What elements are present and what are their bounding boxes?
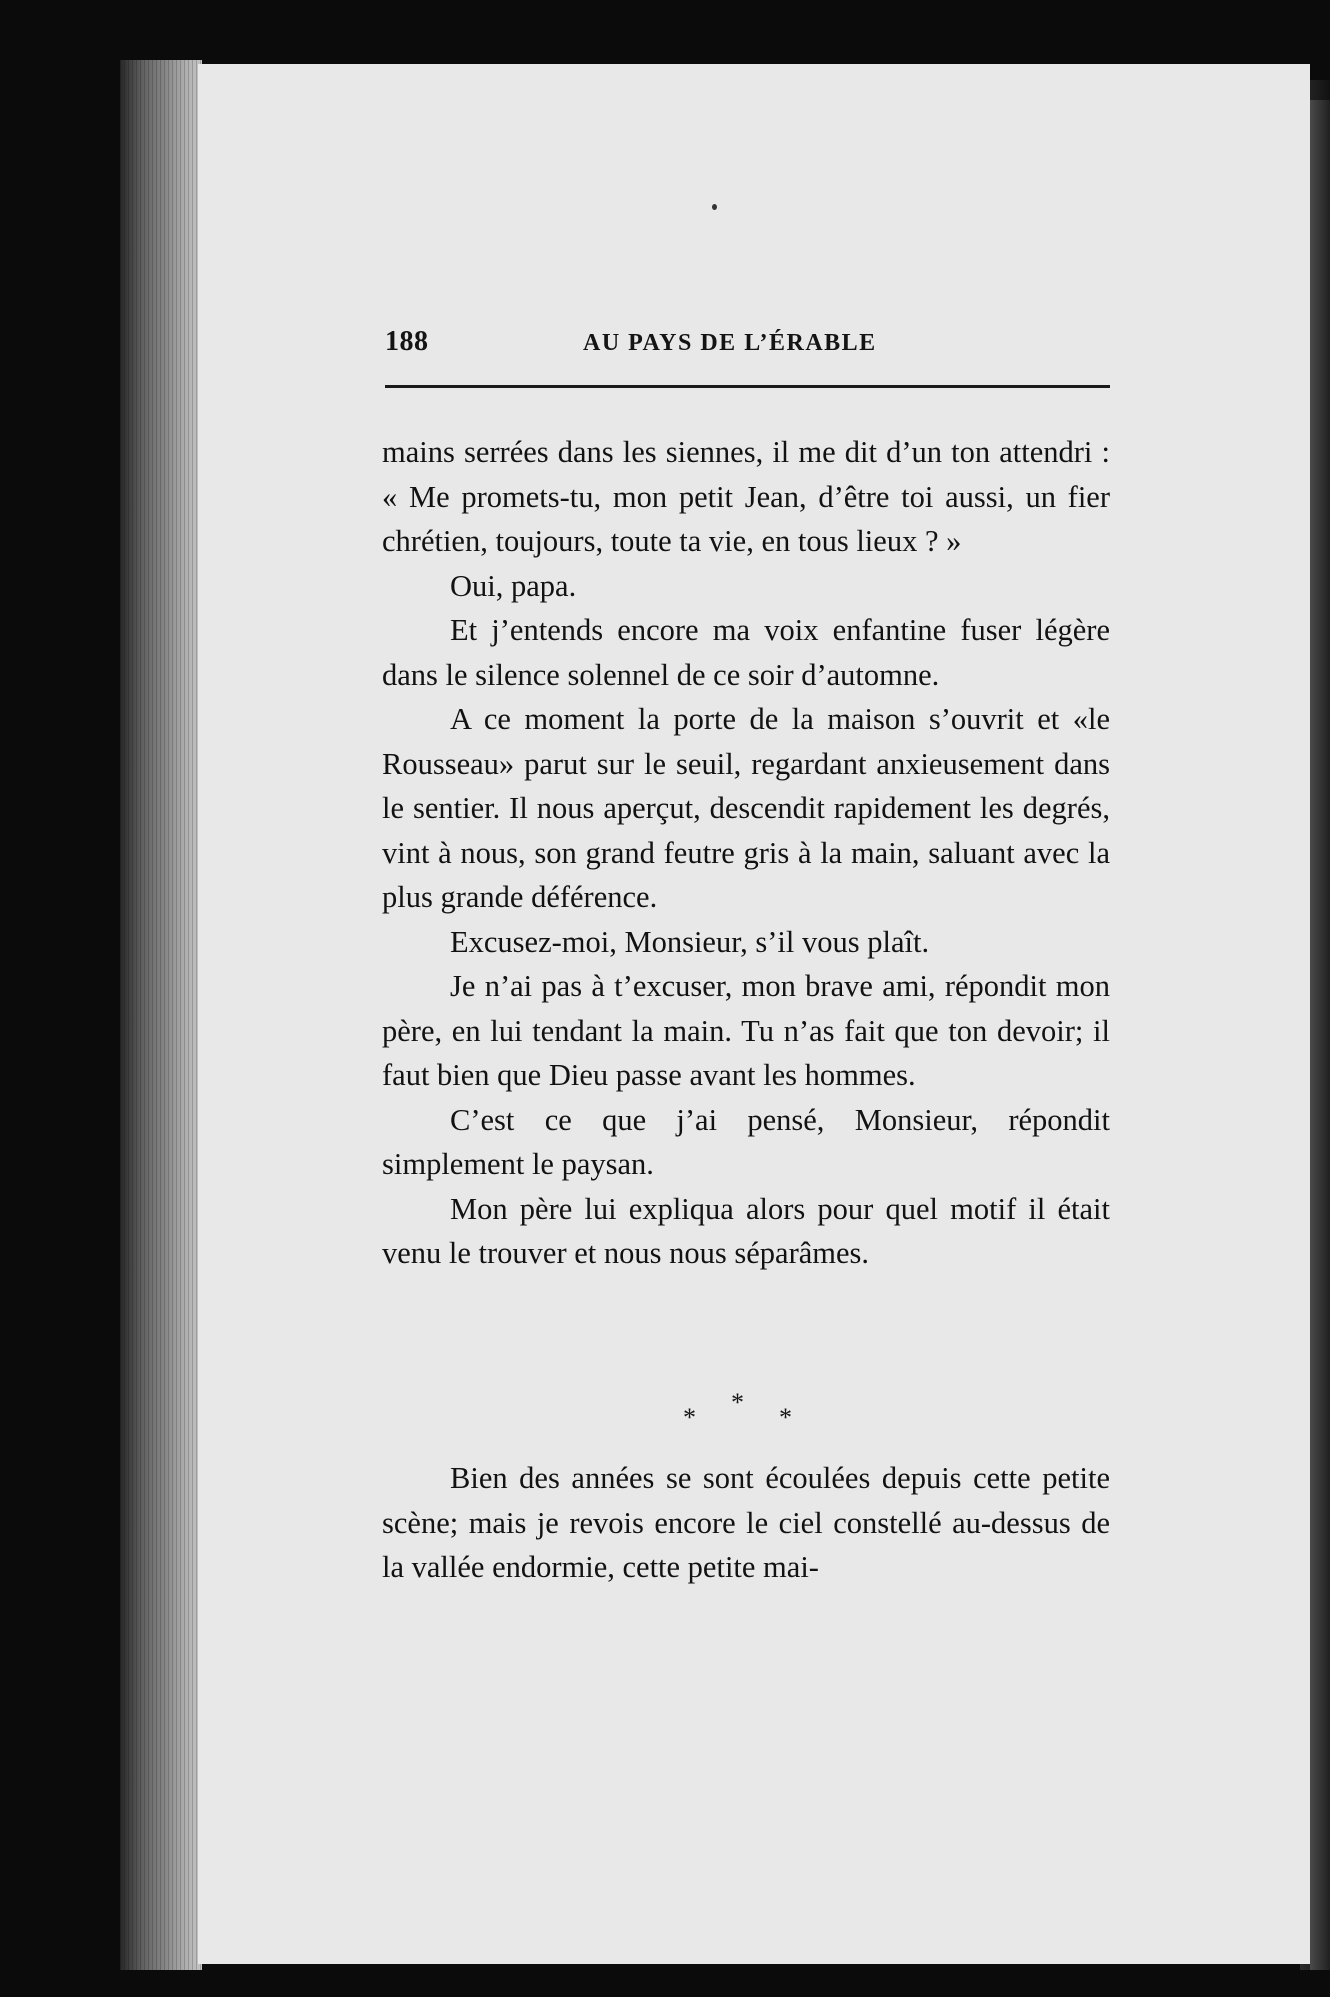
page-number: 188: [385, 326, 429, 357]
paragraph: Je n’ai pas à t’excuser, mon brave ami, répondit mon père, en lui tendant la main. Tu n’as fait que ton devoir; il faut bien que Dieu passe avant les hommes.: [382, 969, 1110, 1092]
paragraph: A ce moment la porte de la maison s’ouvrit et «le Rousseau» parut sur le seuil, regardant anxieusement dans le sentier. Il nous aperçut, descendit rapidement les degrés, vint à nous, son grand feutre gris à la main, saluant avec la plus grande déférence.: [382, 702, 1110, 914]
paragraph: C’est ce que j’ai pensé, Monsieur, répondit simplement le paysan.: [382, 1102, 1110, 1181]
paragraph: mains serrées dans les siennes, il me dit d’un ton attendri : « Me promets-tu, mon petit Jean, d’être toi aussi, un fier chrétien, toujours, toute ta vie, en tous lieux ? »: [382, 435, 1110, 558]
section-break: [675, 1388, 805, 1432]
paragraph: Et j’entends encore ma voix enfantine fuser légère dans le silence solennel de ce soir d’automne.: [382, 613, 1110, 692]
paragraph: Oui, papa.: [450, 568, 577, 603]
paragraph: Bien des années se sont écoulées depuis cette petite scène; mais je revois encore le ciel constellé au-dessus de la vallée endormie, cette petite mai-: [382, 1461, 1110, 1584]
paragraph: Excusez-moi, Monsieur, s’il vous plaît.: [450, 924, 930, 959]
body-text-continued: [382, 1456, 1110, 1590]
paragraph: Mon père lui expliqua alors pour quel motif il était venu le trouver et nous nous séparâmes.: [382, 1191, 1110, 1270]
body-text: [382, 430, 1110, 1276]
running-head: AU PAYS DE L’ÉRABLE: [583, 330, 877, 356]
asterisk: *: [731, 1388, 744, 1417]
page-header: [385, 326, 1110, 366]
asterisk: *: [779, 1403, 792, 1432]
book-spine-texture: [120, 60, 202, 1970]
asterisk: *: [683, 1403, 696, 1432]
header-rule: [385, 385, 1110, 388]
facing-page-edge-highlight: [1310, 100, 1330, 1970]
page-speck: [712, 204, 717, 210]
